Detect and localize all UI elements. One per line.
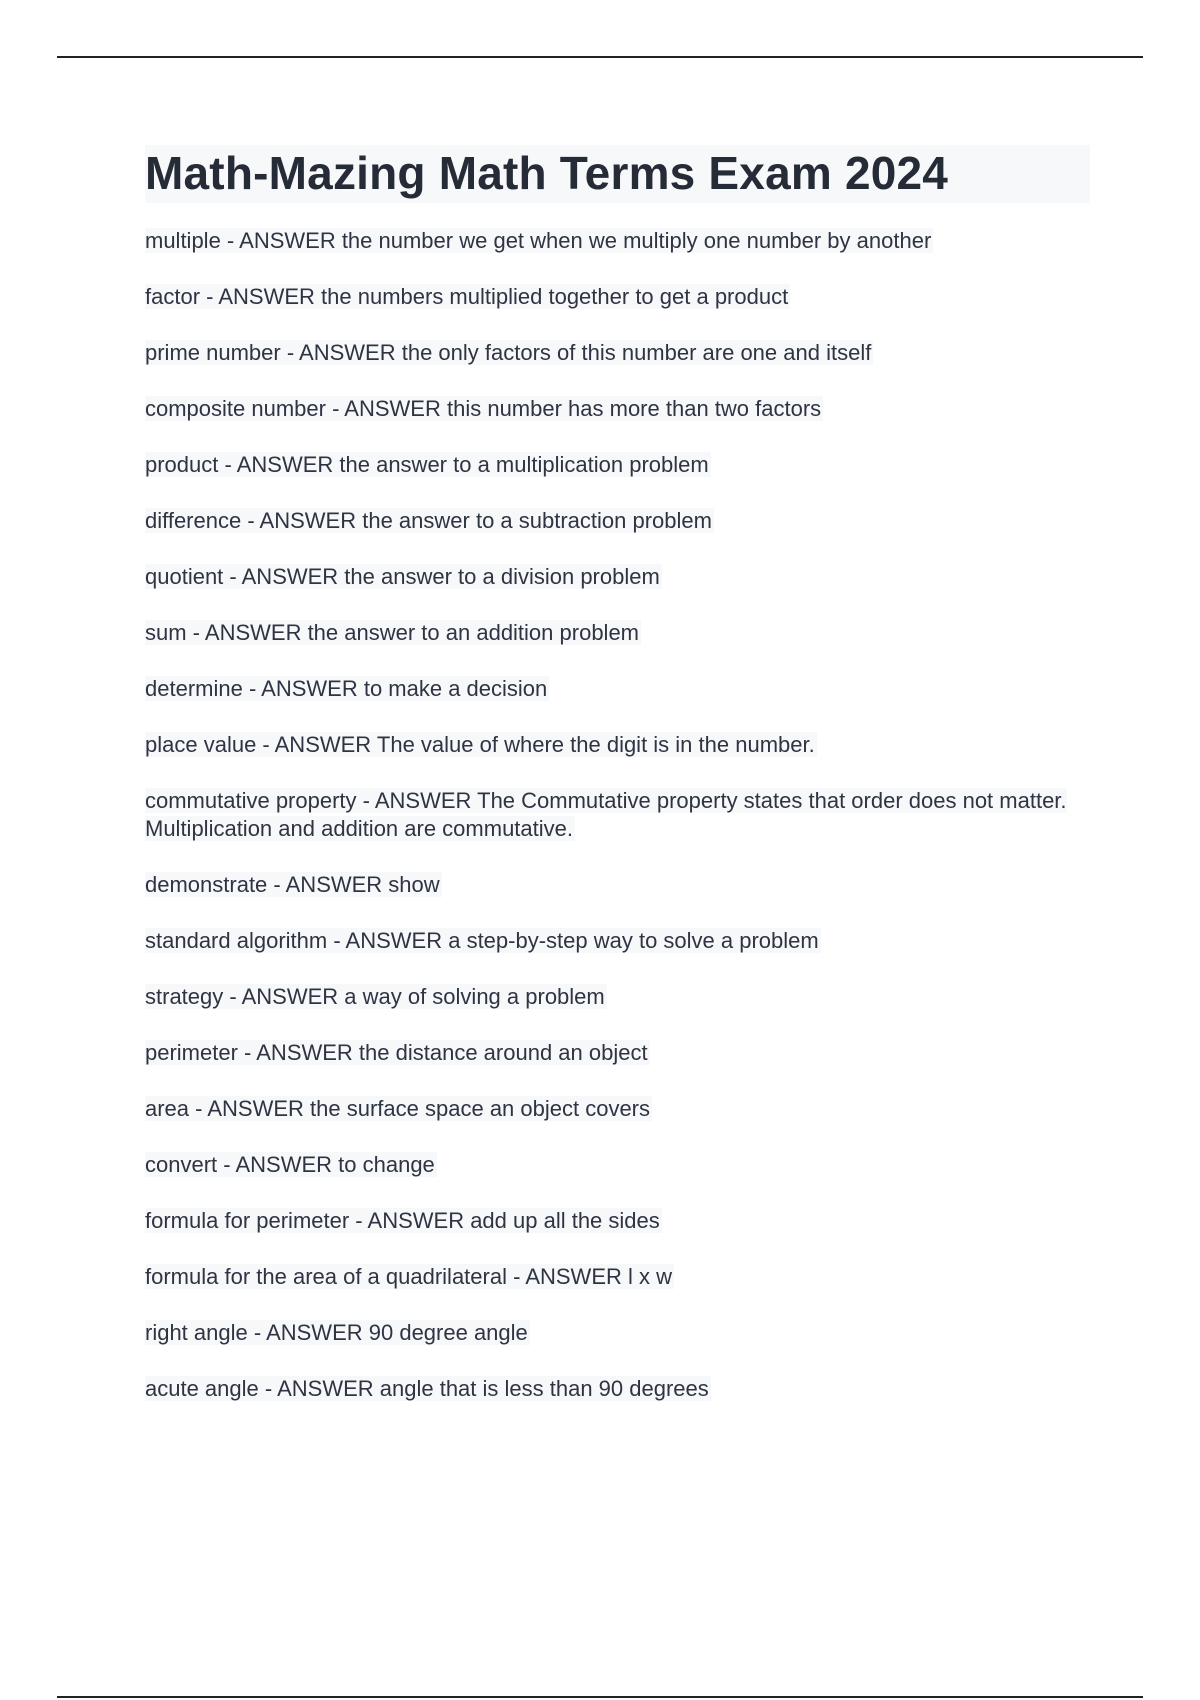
term-entry-text: area - ANSWER the surface space an object covers — [145, 1096, 651, 1121]
term-entry-text: quotient - ANSWER the answer to a division problem — [145, 564, 660, 589]
term-entry-text: strategy - ANSWER a way of solving a problem — [145, 984, 605, 1009]
term-entry — [145, 395, 1090, 423]
term-entry-text: product - ANSWER the answer to a multiplication problem — [145, 452, 709, 477]
term-entry — [145, 1039, 1090, 1067]
document-body — [145, 145, 1090, 1431]
term-entry — [145, 1095, 1090, 1123]
term-entry-text: difference - ANSWER the answer to a subtraction problem — [145, 508, 712, 533]
term-entry — [145, 619, 1090, 647]
term-entry-text: formula for the area of a quadrilateral - ANSWER l x w — [145, 1264, 672, 1289]
term-entry-text: standard algorithm - ANSWER a step-by-step way to solve a problem — [145, 928, 819, 953]
term-list — [145, 227, 1090, 1403]
term-entry-text: place value - ANSWER The value of where the digit is in the number. — [145, 732, 815, 757]
term-entry — [145, 1263, 1090, 1291]
term-entry — [145, 1375, 1090, 1403]
term-entry-text: demonstrate - ANSWER show — [145, 872, 440, 897]
term-entry — [145, 871, 1090, 899]
term-entry — [145, 1319, 1090, 1347]
term-entry — [145, 927, 1090, 955]
top-rule — [57, 56, 1143, 58]
document-title: Math-Mazing Math Terms Exam 2024 — [145, 145, 1090, 203]
term-entry — [145, 1207, 1090, 1235]
term-entry-text: perimeter - ANSWER the distance around an object — [145, 1040, 648, 1065]
term-entry — [145, 731, 1090, 759]
term-entry — [145, 563, 1090, 591]
term-entry — [145, 675, 1090, 703]
term-entry — [145, 1151, 1090, 1179]
term-entry-text: composite number - ANSWER this number has more than two factors — [145, 396, 822, 421]
term-entry — [145, 507, 1090, 535]
term-entry-text: sum - ANSWER the answer to an addition problem — [145, 620, 640, 645]
term-entry-text: right angle - ANSWER 90 degree angle — [145, 1320, 528, 1345]
term-entry-text: determine - ANSWER to make a decision — [145, 676, 548, 701]
term-entry-text: acute angle - ANSWER angle that is less than 90 degrees — [145, 1376, 709, 1401]
term-entry-text: convert - ANSWER to change — [145, 1152, 435, 1177]
term-entry — [145, 339, 1090, 367]
term-entry — [145, 787, 1090, 843]
term-entry-text: factor - ANSWER the numbers multiplied together to get a product — [145, 284, 789, 309]
term-entry — [145, 283, 1090, 311]
term-entry — [145, 983, 1090, 1011]
term-entry — [145, 451, 1090, 479]
term-entry-text: multiple - ANSWER the number we get when we multiply one number by another — [145, 228, 932, 253]
term-entry-text: prime number - ANSWER the only factors of this number are one and itself — [145, 340, 872, 365]
bottom-rule — [57, 1696, 1143, 1698]
term-entry-text: commutative property - ANSWER The Commutative property states that order does not matter. Multiplication and addition are commutative. — [145, 788, 1067, 841]
term-entry-text: formula for perimeter - ANSWER add up all the sides — [145, 1208, 660, 1233]
term-entry — [145, 227, 1090, 255]
